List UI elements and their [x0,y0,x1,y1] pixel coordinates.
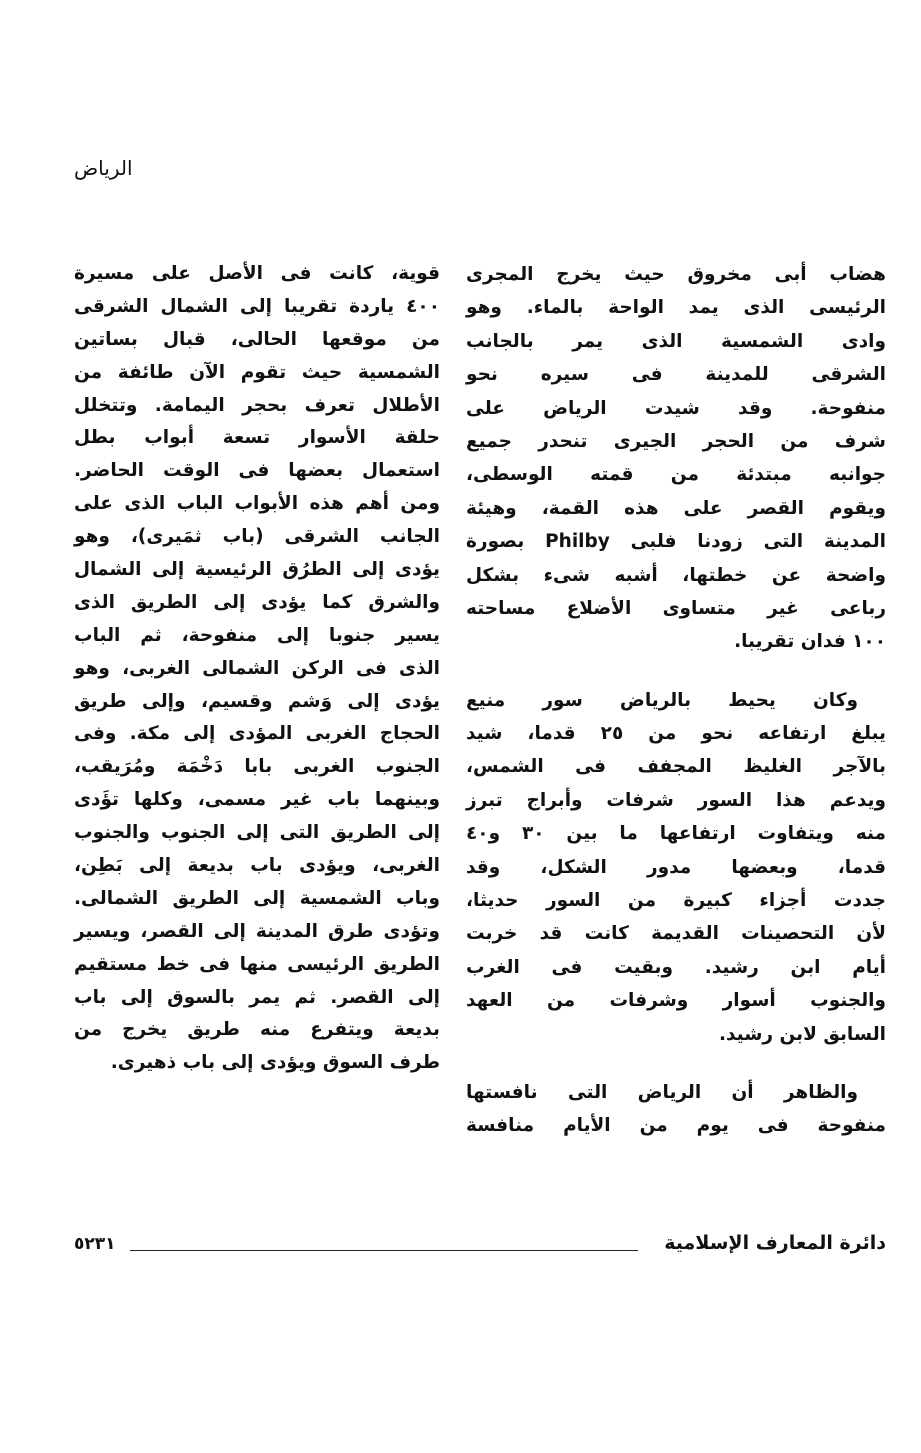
text-line: الطريق الرئيسى منها فى خط مستقيم [74,953,440,975]
text-line: استعمال بعضها فى الوقت الحاضر. [74,460,440,482]
paragraph [466,1076,886,1143]
text-line: والجنوب أسوار وشرفات من العهد [466,990,886,1012]
text-line: الشمسية حيث تقوم الآن طائفة من [74,361,440,383]
text-line: المدينة التى زودنا فلبى Philby بصورة [466,531,886,553]
text-line: ويقوم القصر على هذه القمة، وهيئة [466,497,886,519]
text-line: منه ويتفاوت ارتفاعها ما بين ٣٠ و٤٠ [466,823,886,845]
text-line: منفوحة. وقد شيدت الرياض على [466,397,886,419]
text-line: إلى الطريق التى إلى الجنوب والجنوب [74,822,440,844]
text-line: من موقعها الحالى، قبال بساتين [74,328,440,350]
text-line: يؤدى إلى الطرُق الرئيسية إلى الشمال [74,559,440,581]
text-line: الجانب الشرقى (باب ثمَيرى)، وهو [74,526,440,548]
text-line: قدما، وبعضها مدور الشكل، وقد [466,856,886,878]
text-line: الذى فى الركن الشمالى الغربى، وهو [74,657,440,679]
text-line: جددت أجزاء كبيرة من السور حديثا، [466,890,886,912]
text-line: هضاب أبى مخروق حيث يخرج المجرى [466,264,886,285]
text-line: وكان يحيط بالرياض سور منيع [466,689,858,711]
page-number: ٥٢٣١ [74,1234,116,1254]
text-line: طرف السوق ويؤدى إلى باب ذهيرى. [110,1052,440,1074]
text-line: ويدعم هذا السور شرفات وأبراج تبرز [466,789,886,811]
text-line: أيام ابن رشيد. وبقيت فى الغرب [466,956,886,978]
text-line: والظاهر أن الرياض التى نافستها [466,1081,858,1103]
paragraph [466,684,886,1051]
text-line: السابق لابن رشيد. [718,1023,886,1045]
text-line: وادى الشمسية الذى يمر بالجانب [466,330,886,352]
text-line: بالآجر الغليظ المجفف فى الشمس، [466,756,886,778]
text-line: بديعة ويتفرع منه طريق يخرج من [74,1019,440,1041]
text-line: الغربى، ويؤدى باب بديعة إلى بَطِن، [74,855,440,877]
text-line: الرئيسى الذى يمد الواحة بالماء. وهو [466,297,886,319]
text-line: إلى القصر. ثم يمر بالسوق إلى باب [74,986,440,1008]
running-head-title: الرياض [74,156,133,180]
text-line: الشرقى للمدينة فى سيره نحو [466,364,886,386]
text-line: والشرق كما يؤدى إلى الطريق الذى [74,591,440,613]
text-line: جوانبه مبتدئة من قمته الوسطى، [466,464,886,486]
text-line: واضحة عن خطتها، أشبه شىء بشكل [466,564,886,586]
page-footer [74,1232,886,1260]
text-line: الجنوب الغربى بابا دَخْمَة ومُرَيقب، [74,756,440,778]
text-line: يسير جنوبا إلى منفوحة، ثم الباب [74,624,440,646]
text-line: الحجاج الغربى المؤدى إلى مكة. وفى [74,723,440,745]
footer-rule [130,1250,638,1251]
text-line: الأطلال تعرف بحجر اليمامة. وتتخلل [74,394,440,416]
text-line: ٤٠٠ ياردة تقريبا إلى الشمال الشرقى [74,295,440,317]
text-line: شرف من الحجر الجيرى تنحدر جميع [466,430,886,452]
text-line: حلقة الأسوار تسعة أبواب بطل [74,427,440,449]
text-line: وتؤدى طرق المدينة إلى القصر، ويسير [74,920,440,942]
text-line: ومن أهم هذه الأبواب الباب الذى على [74,493,440,515]
right-column [466,258,886,1168]
paragraph [74,258,440,1080]
publication-title: دائرة المعارف الإسلامية [664,1232,886,1254]
text-line: منفوحة فى يوم من الأيام منافسة [466,1115,886,1137]
text-line: وباب الشمسية إلى الطريق الشمالى. [74,887,440,909]
text-line: يبلغ ارتفاعه نحو من ٢٥ قدما، شيد [466,723,886,745]
paragraph [466,258,886,659]
left-column [74,258,440,1105]
text-line: يؤدى إلى وَشم وقسيم، وإلى طريق [74,690,440,712]
text-line: رباعى غير متساوى الأضلاع مساحته [466,597,886,619]
text-line: وبينهما باب غير مسمى، وكلها تؤَدى [74,789,440,811]
text-line: قوية، كانت فى الأصل على مسيرة [74,263,440,284]
text-line: لأن التحصينات القديمة كانت قد خربت [466,923,886,945]
text-line: ١٠٠ فدان تقريبا. [734,631,886,653]
